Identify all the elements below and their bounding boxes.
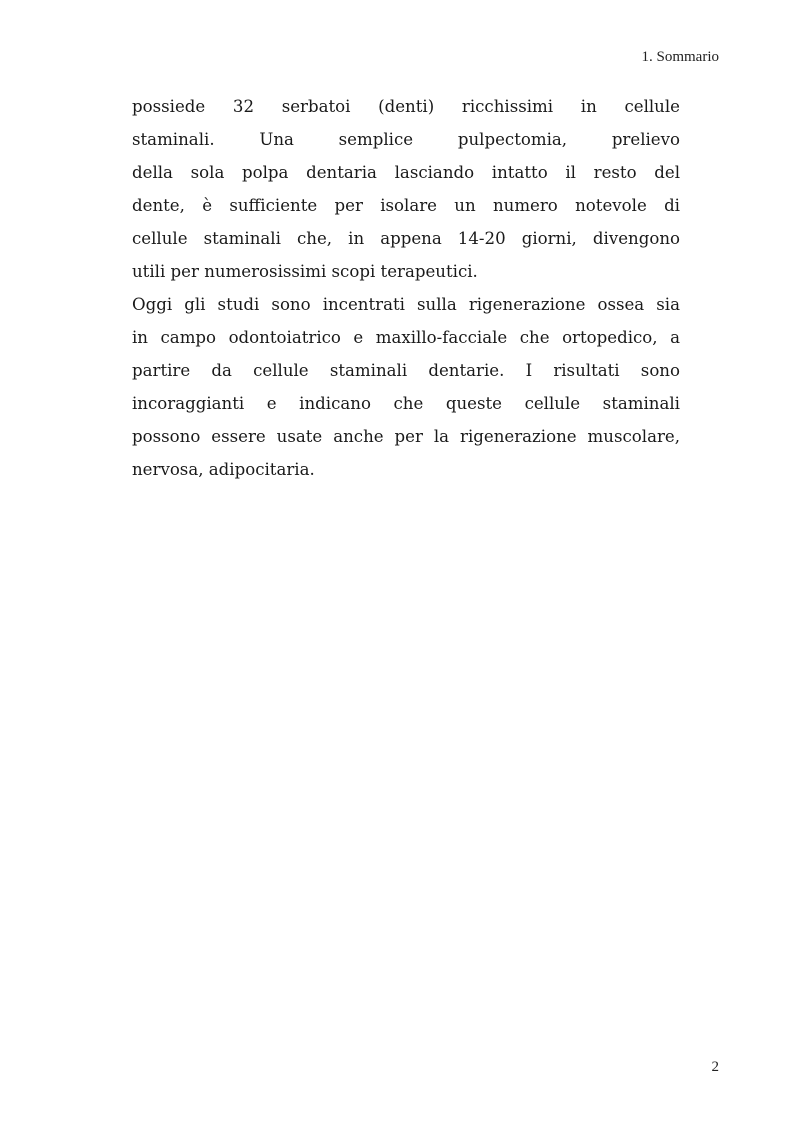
running-header: 1. Sommario	[641, 49, 719, 65]
text-line: nervosa, adipocitaria.	[132, 460, 315, 479]
page-number: 2	[711, 1059, 719, 1075]
text-line: possono essere usate anche per la rigenerazione muscolare,	[132, 427, 680, 446]
paragraph-2	[132, 288, 680, 486]
text-line: staminali. Una semplice pulpectomia, prelievo	[132, 130, 680, 149]
text-line: dente, è sufficiente per isolare un numero notevole di	[132, 196, 680, 215]
paragraph-1	[132, 90, 680, 288]
text-line: Oggi gli studi sono incentrati sulla rigenerazione ossea sia	[132, 295, 680, 314]
text-line: in campo odontoiatrico e maxillo-facciale che ortopedico, a	[132, 328, 680, 347]
text-line: partire da cellule staminali dentarie. I risultati sono	[132, 361, 680, 380]
text-line: cellule staminali che, in appena 14-20 giorni, divengono	[132, 229, 680, 248]
text-line: incoraggianti e indicano che queste cellule staminali	[132, 394, 680, 413]
text-line: utili per numerosissimi scopi terapeutici.	[132, 262, 478, 281]
body-text	[132, 90, 680, 486]
text-line: della sola polpa dentaria lasciando intatto il resto del	[132, 163, 680, 182]
text-line: possiede 32 serbatoi (denti) ricchissimi in cellule	[132, 97, 680, 116]
